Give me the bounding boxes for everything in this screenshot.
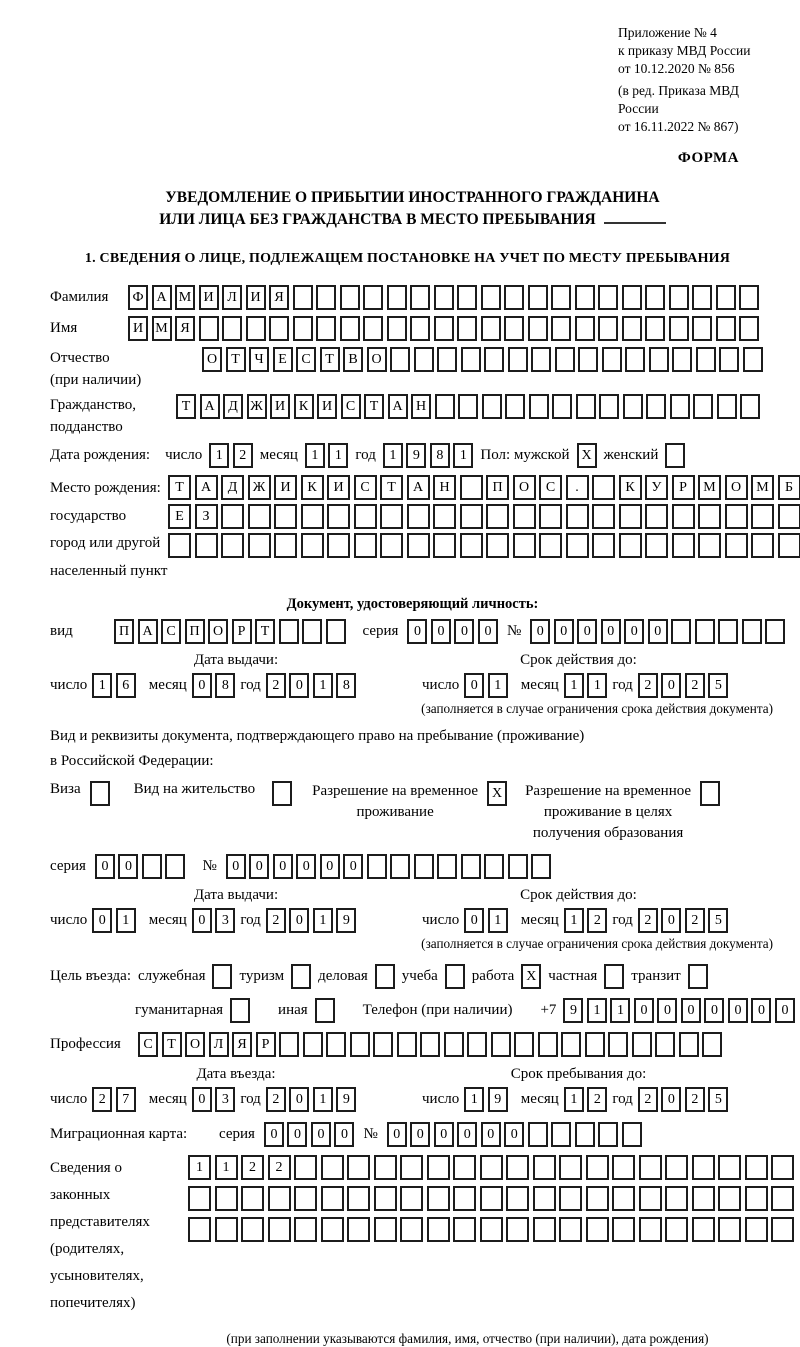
doc-issue-month-label: месяц xyxy=(148,676,187,693)
res-series-label: серия xyxy=(50,858,86,875)
stay-day-label: число xyxy=(422,1091,460,1108)
representatives-label: Сведения о законных представителях (родителях, усыновителях, попечителях) xyxy=(50,1160,150,1312)
doc-valid-year-label: год xyxy=(612,676,633,693)
birthplace-row3-boxes[interactable] xyxy=(168,533,800,558)
res-valid-until-heading: Срок действия до: xyxy=(520,887,637,904)
sex-female-label: женский xyxy=(603,446,659,463)
birth-day-label: число xyxy=(165,446,203,463)
title-blank-line xyxy=(604,210,666,224)
res-issue-month-label: месяц xyxy=(148,912,187,929)
form-title-line-1: УВЕДОМЛЕНИЕ О ПРИБЫТИИ ИНОСТРАННОГО ГРАЖДАНИНА xyxy=(165,188,660,206)
temp-residence-edu-option xyxy=(525,781,720,844)
res-series-boxes[interactable]: 0 0 xyxy=(95,854,186,879)
doc-series-boxes[interactable]: 0 0 0 0 xyxy=(407,619,498,644)
stay-day-boxes[interactable]: 1 9 xyxy=(464,1087,508,1112)
entry-day-boxes[interactable]: 2 7 xyxy=(92,1087,136,1112)
birth-month-label: месяц xyxy=(259,446,298,463)
doc-issue-year-label: год xyxy=(240,676,261,693)
temp-residence-label: Разрешение на временное проживание xyxy=(312,783,479,821)
purpose-work-checkbox[interactable]: X xyxy=(521,964,541,989)
purpose-official-checkbox[interactable] xyxy=(212,964,232,989)
migration-card-label: Миграционная карта: xyxy=(50,1126,188,1143)
residence-doc-text-1: Вид и реквизиты документа, подтверждающего право на пребывание (проживание) xyxy=(50,727,585,744)
representatives-row3-boxes[interactable] xyxy=(188,1217,794,1242)
temp-residence-checkbox[interactable]: X xyxy=(487,781,507,806)
appendix-line-3: от 10.12.2020 № 856 xyxy=(618,60,735,76)
entry-month-boxes[interactable]: 0 3 xyxy=(192,1087,236,1112)
doc-validity-note: (заполняется в случае ограничения срока действия документа) xyxy=(421,700,773,716)
purpose-tourism-label: туризм xyxy=(239,968,285,985)
purpose-transit-checkbox[interactable] xyxy=(688,964,708,989)
birth-year-boxes[interactable]: 1 9 8 1 xyxy=(383,443,474,468)
res-validity-note: (заполняется в случае ограничения срока действия документа) xyxy=(421,936,773,952)
res-issue-date-heading: Дата выдачи: xyxy=(193,887,279,904)
doc-kind-boxes[interactable]: П А С П О Р Т xyxy=(114,619,346,644)
visa-checkbox[interactable] xyxy=(90,781,110,806)
doc-valid-day-label: число xyxy=(422,676,460,693)
appendix-line-1: Приложение № 4 xyxy=(618,25,717,40)
birth-day-boxes[interactable]: 1 2 xyxy=(209,443,253,468)
entry-date-heading: Дата въезда: xyxy=(196,1066,276,1083)
profession-label: Профессия xyxy=(50,1036,121,1053)
residence-permit-checkbox[interactable] xyxy=(272,781,292,806)
representatives-row1-boxes[interactable]: 1 1 2 2 xyxy=(188,1155,794,1180)
purpose-other-label: иная xyxy=(278,1002,308,1019)
citizenship-boxes[interactable]: Т А Д Ж И К И С Т А Н xyxy=(176,394,760,419)
birthdate-label: Дата рождения: xyxy=(50,446,151,463)
doc-issue-month-boxes[interactable]: 0 8 xyxy=(192,673,236,698)
visa-option xyxy=(50,781,110,806)
purpose-label: Цель въезда: xyxy=(50,968,131,985)
doc-valid-day-boxes[interactable]: 0 1 xyxy=(464,673,508,698)
sex-female-checkbox[interactable] xyxy=(665,443,685,468)
entry-month-label: месяц xyxy=(148,1091,187,1108)
purpose-study-checkbox[interactable] xyxy=(445,964,465,989)
purpose-business-checkbox[interactable] xyxy=(375,964,395,989)
doc-issue-day-label: число xyxy=(50,676,88,693)
appendix-edit-note-1: (в ред. Приказа МВД России xyxy=(618,83,739,117)
purpose-other-checkbox[interactable] xyxy=(315,998,335,1023)
temp-residence-edu-label: Разрешение на временное проживание в целях получения образования xyxy=(525,783,692,842)
doc-number-boxes[interactable]: 0 0 0 0 0 0 xyxy=(530,619,785,644)
phone-boxes[interactable]: 9 1 1 0 0 0 0 0 0 0 xyxy=(563,998,795,1023)
stay-year-label: год xyxy=(612,1091,633,1108)
res-issue-year-label: год xyxy=(240,912,261,929)
section1-heading: 1. СВЕДЕНИЯ О ЛИЦЕ, ПОДЛЕЖАЩЕМ ПОСТАНОВКЕ НА УЧЕТ ПО МЕСТУ ПРЕБЫВАНИЯ xyxy=(84,250,731,266)
form-title xyxy=(50,187,775,232)
birth-month-boxes[interactable]: 1 1 xyxy=(305,443,349,468)
purpose-work-label: работа xyxy=(471,968,515,985)
res-issue-month-boxes[interactable]: 0 3 xyxy=(192,908,236,933)
birth-year-label: год xyxy=(355,446,376,463)
purpose-official-label: служебная xyxy=(137,968,206,985)
birthplace-row1-boxes[interactable]: Т А Д Ж И К И С Т А Н П О С . К У Р М О М Б xyxy=(168,475,800,500)
res-issue-day-label: число xyxy=(50,912,88,929)
res-valid-year-boxes[interactable]: 2 0 2 5 xyxy=(638,908,729,933)
doc-number-label: № xyxy=(506,622,522,639)
res-number-label: № xyxy=(202,858,217,875)
phone-country-code: +7 xyxy=(540,1002,557,1019)
doc-issue-date-heading: Дата выдачи: xyxy=(193,651,279,668)
purpose-humanitarian-checkbox[interactable] xyxy=(230,998,250,1023)
stay-month-boxes[interactable]: 1 2 xyxy=(564,1087,608,1112)
stay-month-label: месяц xyxy=(520,1091,559,1108)
entry-year-boxes[interactable]: 2 0 1 9 xyxy=(266,1087,357,1112)
doc-valid-until-heading: Срок действия до: xyxy=(520,651,637,668)
surname-label: Фамилия xyxy=(50,288,109,305)
doc-valid-month-boxes[interactable]: 1 1 xyxy=(564,673,608,698)
birthplace-row2-boxes[interactable]: Е З xyxy=(168,504,800,529)
res-issue-day-boxes[interactable]: 0 1 xyxy=(92,908,136,933)
phone-label: Телефон (при наличии) xyxy=(362,1002,513,1019)
patronymic-label: Отчество (при наличии) xyxy=(50,349,142,389)
entry-year-label: год xyxy=(240,1091,261,1108)
appendix-block xyxy=(618,24,775,136)
identity-doc-heading: Документ, удостоверяющий личность: xyxy=(286,595,539,612)
purpose-business-label: деловая xyxy=(318,968,368,985)
residence-permit-label: Вид на жительство xyxy=(133,781,256,798)
purpose-study-label: учеба xyxy=(401,968,438,985)
res-issue-year-boxes[interactable]: 2 0 1 9 xyxy=(266,908,357,933)
patronymic-boxes[interactable]: О Т Ч Е С Т В О xyxy=(202,347,763,372)
res-number-boxes[interactable]: 0 0 0 0 0 0 xyxy=(226,854,552,879)
res-valid-month-boxes[interactable]: 1 2 xyxy=(564,908,608,933)
sex-male-checkbox[interactable]: X xyxy=(577,443,597,468)
given-name-label: Имя xyxy=(50,319,78,336)
res-valid-day-boxes[interactable]: 0 1 xyxy=(464,908,508,933)
residence-doc-text-2: в Российской Федерации: xyxy=(50,753,214,770)
entry-day-label: число xyxy=(50,1091,88,1108)
mig-series-label: серия xyxy=(219,1126,255,1143)
purpose-transit-label: транзит xyxy=(631,968,681,985)
purpose-tourism-checkbox[interactable] xyxy=(291,964,311,989)
stay-year-boxes[interactable]: 2 0 2 5 xyxy=(638,1087,729,1112)
profession-boxes[interactable]: С Т О Л Я Р xyxy=(138,1032,722,1057)
doc-series-label: серия xyxy=(362,622,399,639)
representatives-note: (при заполнении указываются фамилия, имя, отчество (при наличии), дата рождения) xyxy=(226,1331,709,1347)
purpose-humanitarian-label: гуманитарная xyxy=(135,1002,224,1019)
res-valid-day-label: число xyxy=(422,912,460,929)
forma-label: ФОРМА xyxy=(677,149,739,166)
mig-number-label: № xyxy=(363,1126,378,1143)
representatives-row2-boxes[interactable] xyxy=(188,1186,794,1211)
birthplace-label: Место рождения: государство город или другой населенный пункт xyxy=(50,479,168,580)
purpose-private-checkbox[interactable] xyxy=(604,964,624,989)
given-name-boxes[interactable]: И М Я xyxy=(128,316,759,341)
surname-boxes[interactable]: Ф А М И Л И Я xyxy=(128,285,759,310)
doc-kind-label: вид xyxy=(50,622,73,639)
visa-label: Виза xyxy=(50,781,81,798)
doc-issue-year-boxes[interactable]: 2 0 1 8 xyxy=(266,673,357,698)
doc-valid-year-boxes[interactable]: 2 0 2 5 xyxy=(638,673,729,698)
sex-male-label: Пол: мужской xyxy=(480,446,570,463)
purpose-private-label: частная xyxy=(548,968,598,985)
appendix-edit-note-2: от 16.11.2022 № 867) xyxy=(618,119,739,135)
res-valid-month-label: месяц xyxy=(520,912,559,929)
temp-residence-edu-checkbox[interactable] xyxy=(700,781,720,806)
doc-issue-day-boxes[interactable]: 1 6 xyxy=(92,673,136,698)
temp-residence-option xyxy=(312,781,507,823)
appendix-line-2: к приказу МВД России xyxy=(618,42,751,58)
res-valid-year-label: год xyxy=(612,912,633,929)
stay-until-heading: Срок пребывания до: xyxy=(510,1066,647,1083)
form-title-line-2: ИЛИ ЛИЦА БЕЗ ГРАЖДАНСТВА В МЕСТО ПРЕБЫВАНИЯ xyxy=(159,211,596,229)
mig-series-boxes[interactable]: 0 0 0 0 xyxy=(264,1122,355,1147)
residence-permit-option xyxy=(134,781,292,806)
doc-valid-month-label: месяц xyxy=(520,676,559,693)
mig-number-boxes[interactable]: 0 0 0 0 0 0 xyxy=(387,1122,642,1147)
citizenship-label: Гражданство, подданство xyxy=(50,396,137,436)
